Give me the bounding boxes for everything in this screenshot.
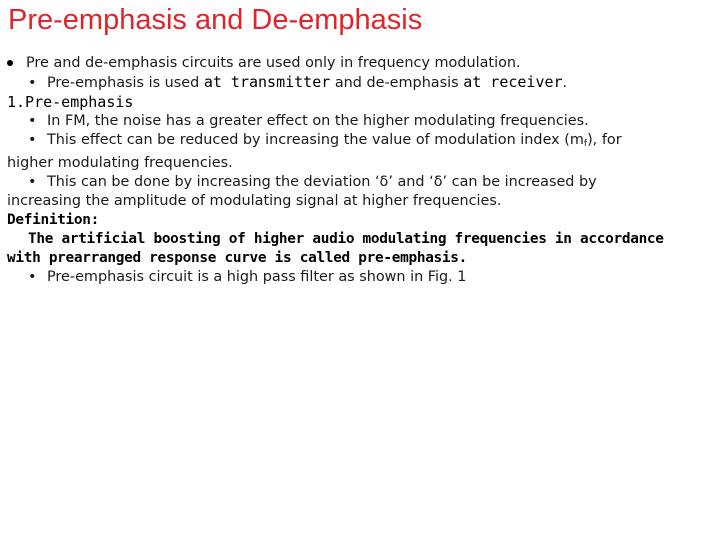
bullet-icon <box>7 60 13 66</box>
slide-title: Pre-emphasis and De-emphasis <box>8 4 423 36</box>
subscript-f: f <box>583 139 588 149</box>
bullet-icon: • <box>28 269 37 285</box>
bullet-deviation <box>7 173 715 192</box>
bullet-high-pass <box>7 268 715 287</box>
bullet-icon: • <box>28 113 37 129</box>
receiver-text: at receiver <box>463 73 563 91</box>
intro-line <box>7 54 715 73</box>
bullet-text: ), for <box>587 132 622 148</box>
section-heading: 1.Pre-emphasis <box>7 93 134 111</box>
bullet-text: This effect can be reduced by increasing the value of modulation index (m <box>47 132 584 148</box>
bullet-icon: • <box>28 75 37 91</box>
definition-text-line1: The artificial boosting of higher audio modulating frequencies in accordance <box>28 231 664 247</box>
bullet-text: This can be done by increasing the deviation ‘δ’ and ‘δ’ can be increased by <box>47 174 597 190</box>
bullet-continuation: higher modulating frequencies. <box>7 155 233 171</box>
bullet-transmitter-receiver <box>7 73 715 93</box>
bullet-noise <box>7 112 715 131</box>
bullet-continuation: increasing the amplitude of modulating signal at higher frequencies. <box>7 193 502 209</box>
bullet-text: Pre-emphasis circuit is a high pass filter as shown in Fig. 1 <box>47 269 467 285</box>
bullet-icon: • <box>28 132 37 148</box>
definition-label: Definition: <box>7 212 100 228</box>
bullet-text: In FM, the noise has a greater effect on the higher modulating frequencies. <box>47 113 589 129</box>
bullet-text: and de-emphasis <box>330 75 464 91</box>
intro-text: Pre and de-emphasis circuits are used only in frequency modulation. <box>26 55 521 71</box>
bullet-text: . <box>562 75 568 91</box>
slide-body <box>7 54 715 287</box>
transmitter-text: at transmitter <box>203 73 331 91</box>
definition-text-line2: with prearranged response curve is called pre-emphasis. <box>7 250 468 266</box>
bullet-text: Pre-emphasis is used <box>47 75 204 91</box>
bullet-icon: • <box>28 174 37 190</box>
bullet-modulation-index <box>7 131 715 154</box>
